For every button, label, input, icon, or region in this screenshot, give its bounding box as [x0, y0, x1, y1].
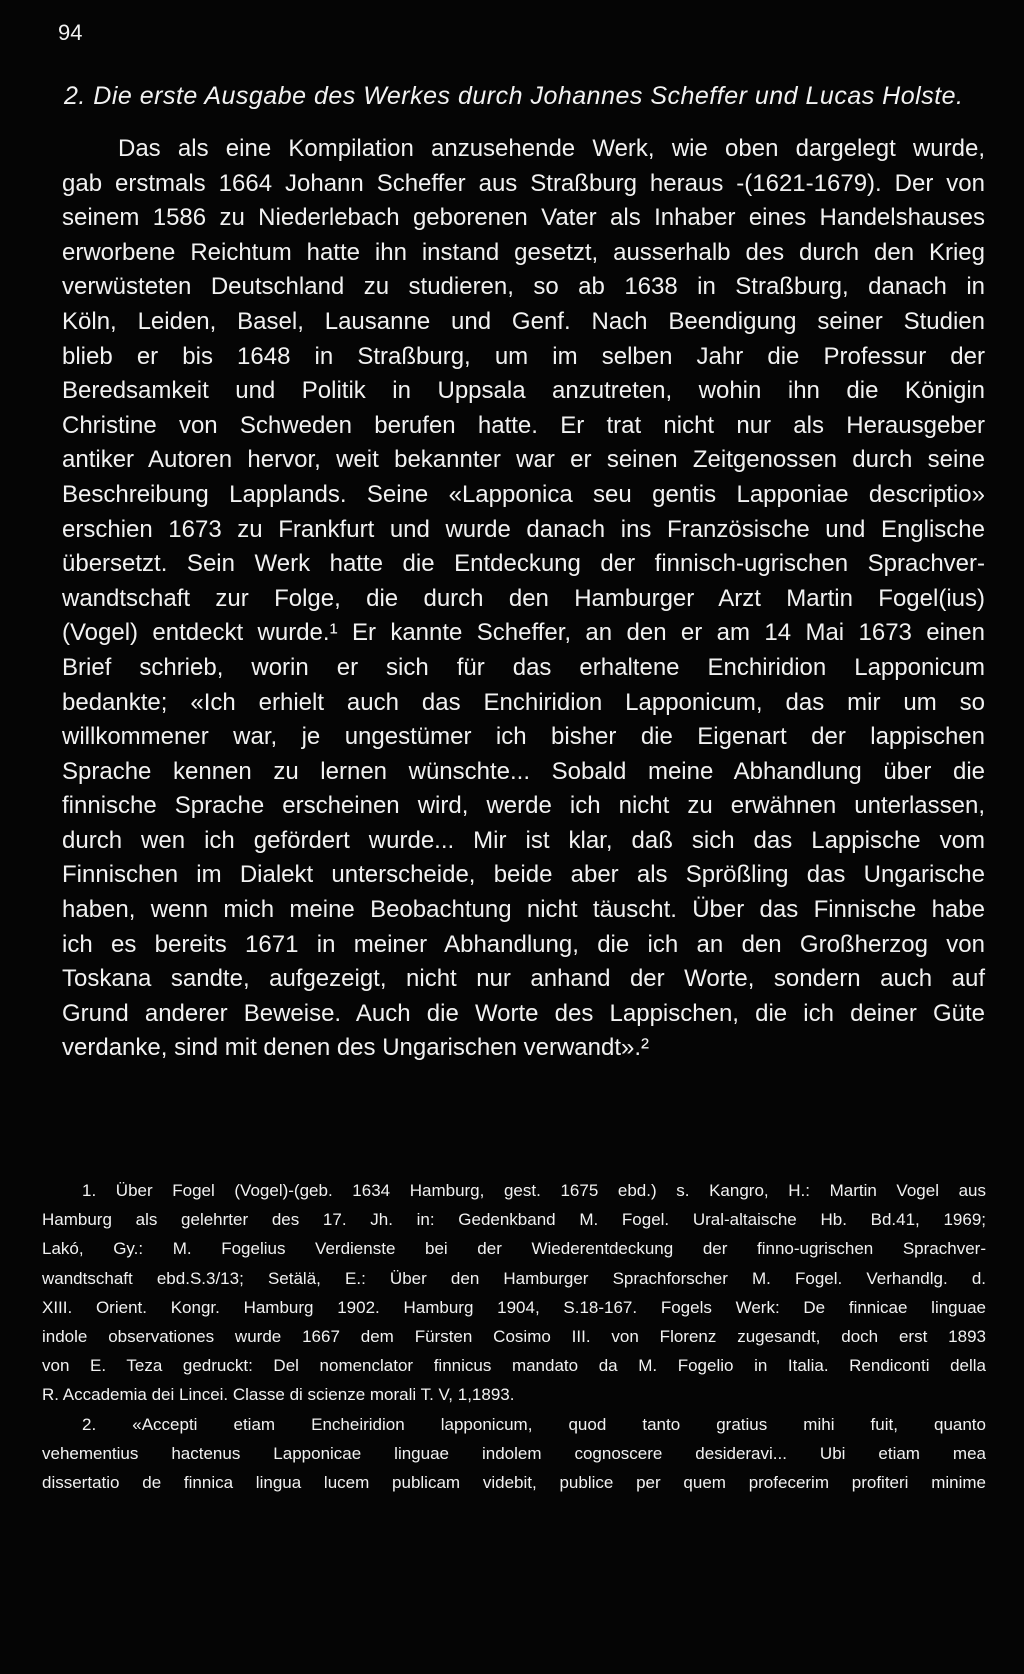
body-line: Christine von Schweden berufen hatte. Er trat nicht nur als Herausgeber	[62, 411, 985, 439]
body-line: verdanke, sind mit denen des Ungarischen verwandt».²	[62, 1034, 649, 1062]
body-line: Finnischen im Dialekt unterscheide, beide aber als Sprößling das Ungarische	[62, 861, 985, 889]
footnote-line: 2. «Accepti etiam Encheiridion lapponicum, quod tanto gratius mihi fuit, quanto	[82, 1414, 986, 1434]
body-line: erworbene Reichtum hatte ihn instand gesetzt, ausserhalb des durch den Krieg	[62, 238, 985, 266]
body-line: (Vogel) entdeckt wurde.¹ Er kannte Scheffer, an den er am 14 Mai 1673 einen	[62, 619, 985, 647]
footnote-line: R. Accademia dei Lincei. Classe di scienze morali T. V, 1,1893.	[42, 1385, 515, 1405]
body-line: wandtschaft zur Folge, die durch den Hamburger Arzt Martin Fogel(ius)	[62, 584, 985, 612]
body-line: gab erstmals 1664 Johann Scheffer aus Straßburg heraus -(1621-1679). Der von	[62, 169, 985, 197]
body-line: haben, wenn mich meine Beobachtung nicht täuscht. Über das Finnische habe	[62, 896, 985, 924]
body-line: Toskana sandte, aufgezeigt, nicht nur anhand der Worte, sondern auch auf	[62, 965, 985, 993]
page-number: 94	[58, 20, 83, 45]
body-line: durch wen ich gefördert wurde... Mir ist klar, daß sich das Lappische vom	[62, 826, 985, 854]
body-line: finnische Sprache erscheinen wird, werde ich nicht zu erwähnen unterlassen,	[62, 792, 985, 820]
footnote-line: wandtschaft ebd.S.3/13; Setälä, E.: Über den Hamburger Sprachforscher M. Fogel. Verhandlg. d.	[42, 1268, 986, 1288]
body-line: Das als eine Kompilation anzusehende Werk, wie oben dargelegt wurde,	[118, 135, 985, 162]
footnotes	[42, 1176, 986, 1497]
body-line: übersetzt. Sein Werk hatte die Entdeckung der finnisch-ugrischen Sprachver-	[62, 550, 985, 578]
footnote-line: XIII. Orient. Kongr. Hamburg 1902. Hamburg 1904, S.18-167. Fogels Werk: De finnicae linguae	[42, 1297, 986, 1317]
body-line: antiker Autoren hervor, weit bekannter war er seinen Zeitgenossen durch seine	[62, 446, 985, 474]
body-line: Grund anderer Beweise. Auch die Worte des Lappischen, die ich deiner Güte	[62, 999, 985, 1027]
footnote-line: vehementius hactenus Lapponicae linguae indolem cognoscere desideravi... Ubi etiam mea	[42, 1443, 986, 1463]
footnote-line: Hamburg als gelehrter des 17. Jh. in: Gedenkband M. Fogel. Ural-altaische Hb. Bd.41, 1969;	[42, 1210, 986, 1230]
body-line: Köln, Leiden, Basel, Lausanne und Genf. Nach Beendigung seiner Studien	[62, 307, 985, 335]
body-line: blieb er bis 1648 in Straßburg, um im selben Jahr die Professur der	[62, 342, 985, 370]
body-line: erschien 1673 zu Frankfurt und wurde danach ins Französische und Englische	[62, 515, 985, 543]
footnote-line: von E. Teza gedruckt: Del nomenclator finnicus mandato da M. Fogelio in Italia. Rendiconti della	[42, 1356, 986, 1376]
body-line: willkommener war, je ungestümer ich bisher die Eigenart der lappischen	[62, 723, 985, 751]
body-text	[62, 132, 985, 1066]
footnote-line: indole observationes wurde 1667 dem Fürsten Cosimo III. von Florenz zugesandt, doch erst 1893	[42, 1326, 986, 1346]
body-line: verwüsteten Deutschland zu studieren, so ab 1638 in Straßburg, danach in	[62, 273, 985, 301]
body-line: Brief schrieb, worin er sich für das erhaltene Enchiridion Lapponicum	[62, 653, 985, 681]
body-line: Beredsamkeit und Politik in Uppsala anzutreten, wohin ihn die Königin	[62, 377, 985, 405]
body-line: bedankte; «Ich erhielt auch das Enchiridion Lapponicum, das mir um so	[62, 688, 985, 716]
body-line: Sprache kennen zu lernen wünschte... Sobald meine Abhandlung über die	[62, 757, 985, 785]
footnote-line: Lakó, Gy.: M. Fogelius Verdienste bei der Wiederentdeckung der finno-ugrischen Sprachver-	[42, 1239, 986, 1259]
body-line: seinem 1586 zu Niederlebach geborenen Vater als Inhaber eines Handelshauses	[62, 204, 985, 232]
footnote-line: 1. Über Fogel (Vogel)-(geb. 1634 Hamburg, gest. 1675 ebd.) s. Kangro, H.: Martin Vogel aus	[82, 1181, 986, 1200]
body-line: ich es bereits 1671 in meiner Abhandlung, die ich an den Großherzog von	[62, 930, 985, 958]
section-heading: 2. Die erste Ausgabe des Werkes durch Johannes Scheffer und Lucas Holste.	[64, 82, 964, 110]
body-line: Beschreibung Lapplands. Seine «Lapponica seu gentis Lapponiae descriptio»	[62, 480, 985, 508]
footnote-line: dissertatio de finnica lingua lucem publicam videbit, publice per quem profecerim profiteri minime	[42, 1472, 986, 1492]
